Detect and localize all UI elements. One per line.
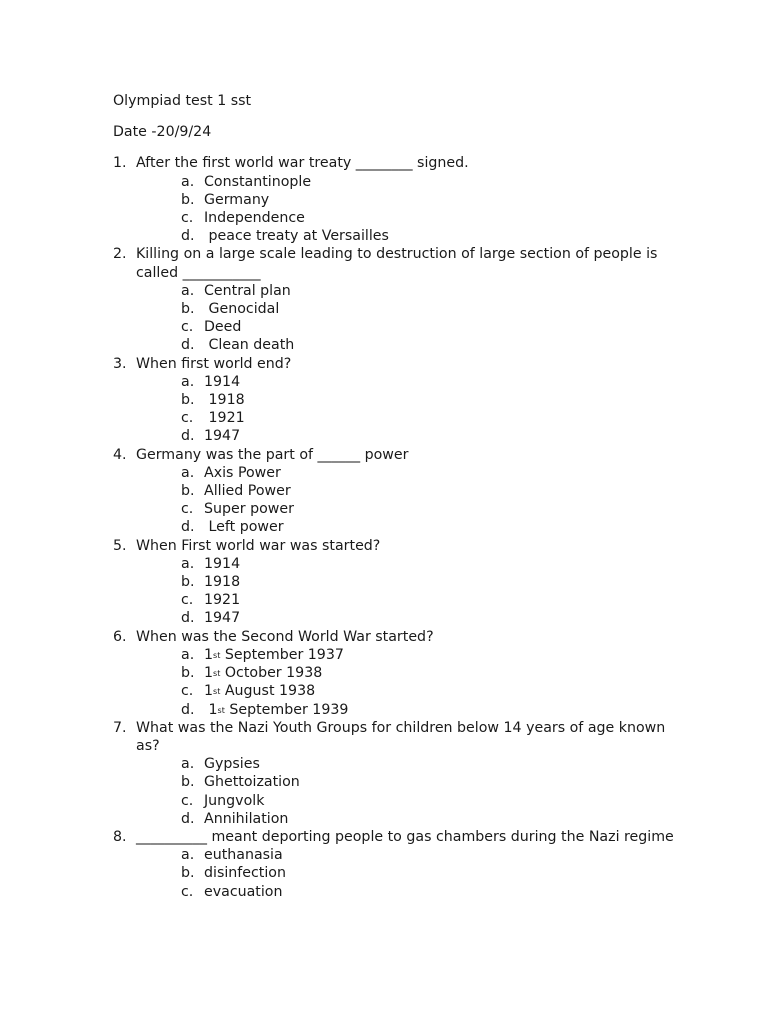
option-text-rest: August 1938 <box>220 683 316 700</box>
option-text: Left power <box>204 519 284 536</box>
option-text: Genocidal <box>204 301 280 318</box>
question-text: What was the Nazi Youth Groups for children below 14 years of age known as? <box>136 719 666 754</box>
option-letter: c. <box>181 592 194 609</box>
option-list <box>136 555 693 628</box>
option-letter: b. <box>181 865 195 882</box>
ordinal-suffix: st <box>213 669 221 679</box>
option-text: 1947 <box>204 610 241 627</box>
option-text: 1918 <box>204 574 241 591</box>
option-letter: b. <box>181 574 195 591</box>
ordinal-suffix: st <box>213 687 221 697</box>
option-item <box>136 482 693 500</box>
option-letter: c. <box>181 883 194 900</box>
option-item <box>136 209 693 227</box>
option-letter: b. <box>181 392 195 409</box>
option-item <box>136 373 693 391</box>
option-item <box>136 518 693 536</box>
option-letter: d. <box>181 228 195 245</box>
option-text: Constantinople <box>204 173 312 190</box>
option-letter: a. <box>181 646 195 663</box>
question-number: 2. <box>113 246 127 263</box>
question-item <box>113 446 693 537</box>
question-item <box>113 537 693 628</box>
question-item <box>113 154 693 245</box>
question-number: 4. <box>113 446 127 463</box>
option-item <box>136 755 693 773</box>
option-text: Germany <box>204 191 270 208</box>
option-item <box>136 173 693 191</box>
option-item <box>136 573 693 591</box>
option-text: 1914 <box>204 373 241 390</box>
option-item <box>136 646 693 664</box>
option-letter: a. <box>181 847 195 864</box>
option-letter: b. <box>181 301 195 318</box>
option-letter: c. <box>181 501 194 518</box>
option-item <box>136 682 693 700</box>
question-number: 1. <box>113 155 127 172</box>
question-number: 3. <box>113 355 127 372</box>
option-letter: d. <box>181 337 195 354</box>
option-item <box>136 464 693 482</box>
option-letter: a. <box>181 282 195 299</box>
option-letter: a. <box>181 464 195 481</box>
option-item <box>136 500 693 518</box>
question-item <box>113 628 693 719</box>
question-number: 6. <box>113 628 127 645</box>
option-item <box>136 391 693 409</box>
question-item <box>113 828 693 901</box>
option-text: Annihilation <box>204 810 289 827</box>
option-letter: b. <box>181 665 195 682</box>
option-text: 1 <box>204 683 214 700</box>
option-item <box>136 664 693 682</box>
option-item <box>136 282 693 300</box>
option-item <box>136 409 693 427</box>
option-item <box>136 773 693 791</box>
option-item <box>136 609 693 627</box>
option-letter: d. <box>181 810 195 827</box>
option-item <box>136 846 693 864</box>
option-item <box>136 810 693 828</box>
option-text: 1914 <box>204 555 241 572</box>
ordinal-suffix: st <box>217 705 225 715</box>
question-list <box>113 154 693 900</box>
option-letter: d. <box>181 519 195 536</box>
question-text: When was the Second World War started? <box>136 628 434 645</box>
option-item <box>136 336 693 354</box>
option-letter: d. <box>181 701 195 718</box>
option-item <box>136 883 693 901</box>
option-text: 1 <box>204 665 214 682</box>
question-text: Germany was the part of ______ power <box>136 446 409 463</box>
question-text: When first world end? <box>136 355 292 372</box>
option-text: 1 <box>204 701 218 718</box>
option-letter: a. <box>181 555 195 572</box>
option-letter: c. <box>181 410 194 427</box>
option-letter: b. <box>181 191 195 208</box>
question-number: 5. <box>113 537 127 554</box>
option-letter: d. <box>181 428 195 445</box>
test-date: Date -20/9/24 <box>113 124 212 141</box>
option-text: peace treaty at Versailles <box>204 228 389 245</box>
option-letter: c. <box>181 319 194 336</box>
option-text: 1918 <box>204 392 245 409</box>
option-text: Super power <box>204 501 294 518</box>
option-text: disinfection <box>204 865 286 882</box>
option-text: Gypsies <box>204 756 260 773</box>
option-letter: b. <box>181 483 195 500</box>
option-text: 1921 <box>204 592 241 609</box>
page-title: Olympiad test 1 sst <box>113 93 252 109</box>
option-text-rest: October 1938 <box>220 665 323 682</box>
document-body <box>113 92 693 901</box>
option-text: evacuation <box>204 883 283 900</box>
option-letter: a. <box>181 173 195 190</box>
question-text: Killing on a large scale leading to destruction of large section of people is called ___________ <box>136 246 658 281</box>
option-letter: c. <box>181 683 194 700</box>
option-text: Clean death <box>204 337 295 354</box>
option-text: Jungvolk <box>204 792 265 809</box>
question-item <box>113 245 693 354</box>
option-text-rest: September 1939 <box>224 701 349 718</box>
option-list <box>136 755 693 828</box>
option-item <box>136 591 693 609</box>
option-text: 1921 <box>204 410 245 427</box>
question-text: After the first world war treaty ________ signed. <box>136 155 469 172</box>
option-list <box>136 173 693 246</box>
option-list <box>136 846 693 901</box>
option-text: 1947 <box>204 428 241 445</box>
option-text: Deed <box>204 319 242 336</box>
option-list <box>136 282 693 355</box>
option-list <box>136 373 693 446</box>
option-item <box>136 318 693 336</box>
option-letter: d. <box>181 610 195 627</box>
option-text: 1 <box>204 646 214 663</box>
question-item <box>113 355 693 446</box>
option-item <box>136 227 693 245</box>
option-item <box>136 792 693 810</box>
ordinal-suffix: st <box>213 650 221 660</box>
option-text: Axis Power <box>204 464 281 481</box>
option-list <box>136 464 693 537</box>
question-number: 7. <box>113 719 127 736</box>
option-text-rest: September 1937 <box>220 646 344 663</box>
option-letter: a. <box>181 373 195 390</box>
question-item <box>113 719 693 828</box>
option-letter: c. <box>181 210 194 227</box>
option-item <box>136 701 693 719</box>
option-text: Independence <box>204 210 305 227</box>
option-text: euthanasia <box>204 847 283 864</box>
option-item <box>136 191 693 209</box>
option-list <box>136 646 693 719</box>
option-letter: a. <box>181 756 195 773</box>
option-letter: c. <box>181 792 194 809</box>
question-text: When First world war was started? <box>136 537 381 554</box>
option-letter: b. <box>181 774 195 791</box>
option-item <box>136 300 693 318</box>
option-text: Allied Power <box>204 483 291 500</box>
question-number: 8. <box>113 828 127 845</box>
question-text: __________ meant deporting people to gas chambers during the Nazi regime <box>136 828 674 845</box>
option-item <box>136 864 693 882</box>
option-text: Central plan <box>204 282 291 299</box>
option-item <box>136 427 693 445</box>
option-text: Ghettoization <box>204 774 300 791</box>
option-item <box>136 555 693 573</box>
